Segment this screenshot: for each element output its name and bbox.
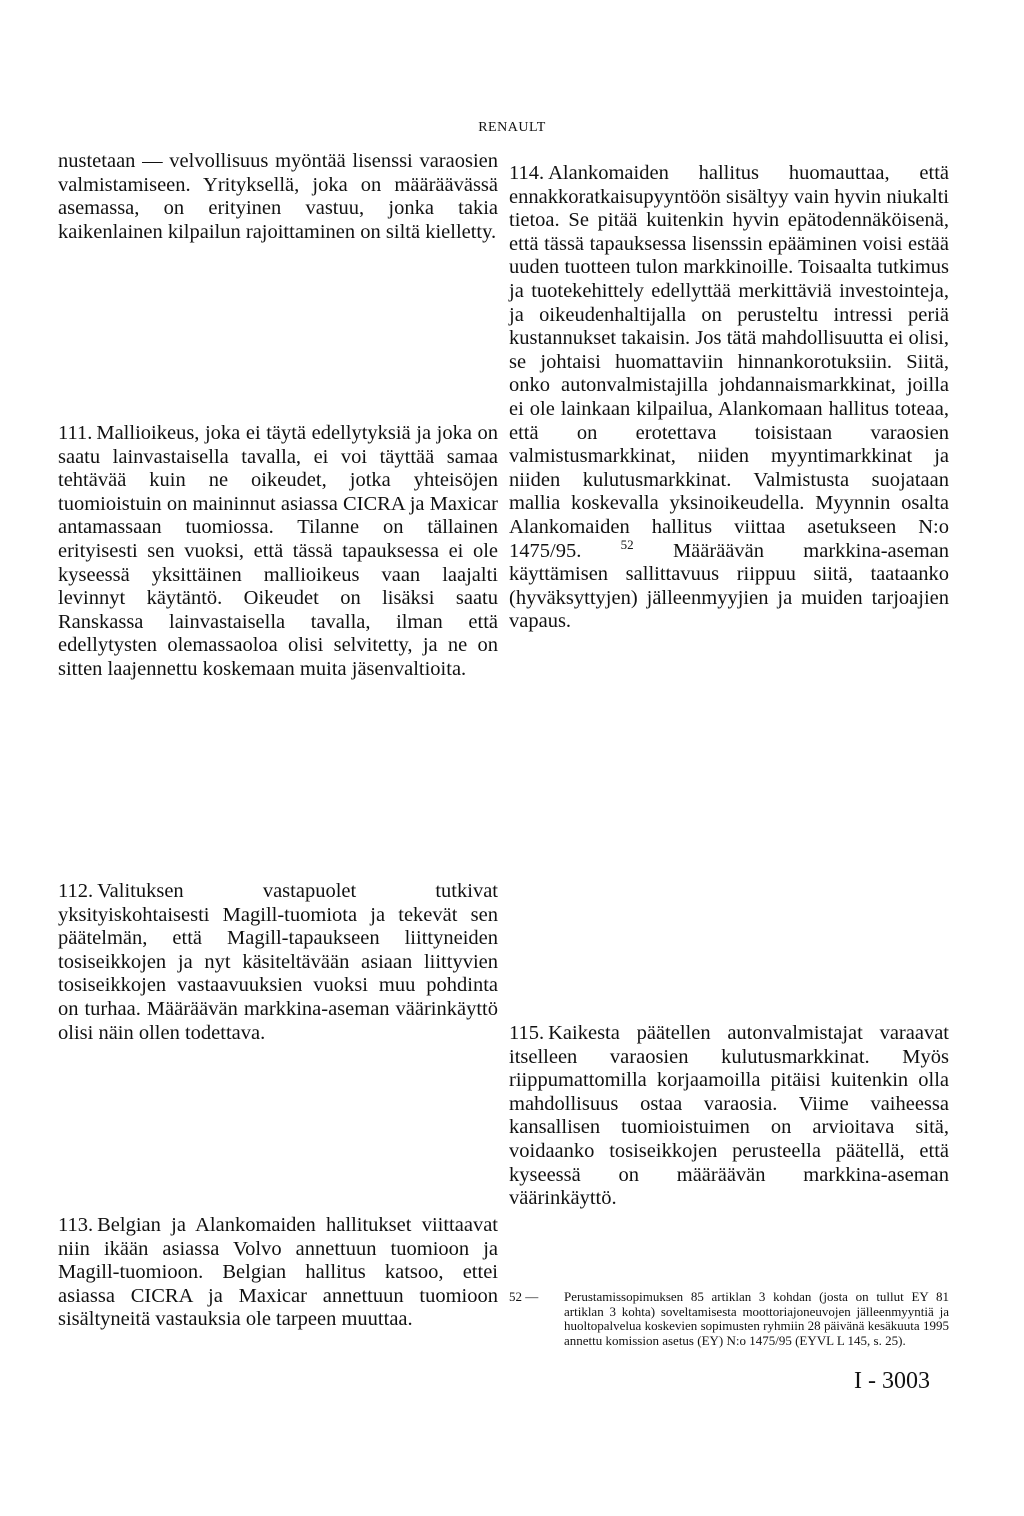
paragraph-number: 114. [509,162,545,184]
paragraph-continuation: nustetaan — velvollisuus myöntää lisenssi varaosien valmistamiseen. Yrityksellä, joka on määräävässä asemassa, on erityinen vastuu, jonka takia kaikenlainen kilpailun rajoittaminen on siltä kielletty. [58,150,498,243]
footnote-marker: 52 — [509,1289,539,1304]
paragraph-number: 115. [509,1022,545,1044]
paragraph-113 [58,1214,498,1332]
paragraph-115 [509,1022,949,1211]
footnote-text: Perustamissopimuksen 85 artiklan 3 kohdan (josta on tullut EY 81 artiklan 3 kohta) soveltamisesta moottoriajoneuvojen jälleenmyyntiä ja huoltopalvelua koskevien sopimusten ryhmiin 28 päivänä kesäkuuta 1995 annettu komission asetus (EY) N:o 1475/95 (EYVL L 145, s. 25). [564,1289,949,1348]
paragraph-number: 111. [58,422,93,444]
paragraph-number: 112. [58,880,94,902]
paragraph-text: Mallioikeus, joka ei täytä edellytyksiä ja joka on saatu lainvastaisella tavalla, ei voi täyttää samaa tehtävää kuin ne oikeudet, jotka yhteisöjen tuomioistuin on maininnut asiassa CICRA ja Maxicar antamassaan tuomiossa. Tilanne on tällainen erityisesti sen vuoksi, että tässä tapauksessa ei ole kyseessä yksittäinen mallioikeus vaan laajalti levinnyt käytäntö. Oikeudet on lisäksi saatu Ranskassa lainvastaisella tavalla, ilman että edellytysten olemassaoloa olisi selvitetty, ja ne on sitten laajennettu koskemaan muita jäsenvaltioita. [58,422,498,680]
paragraph-text-continued: Määräävän markkina-aseman käyttämisen sallittavuus riippuu siitä, taataanko (hyväksyttyjen) jälleenmyyjien ja muiden tarjoajien vapaus. [509,539,950,633]
running-header: RENAULT [478,120,546,135]
paragraph-text: Alankomaiden hallitus huomauttaa, että ennakkoratkaisupyyntöön sisältyy vain hyvin niukalti tietoa. Se pitää kuitenkin hyvin epätodennäköisenä, että tässä tapauksessa lisenssin epääminen voisi estää uuden tuotteen tulon markkinoille. Toisaalta tutkimus ja tuotekehittely edellyttää merkittäviä investointeja, ja oikeudenhaltijalla on perusteltu intressi periä kustannukset takaisin. Jos tätä mahdollisuutta ei olisi, se johtaisi huomattaviin hinnankorotuksiin. Siitä, onko autonvalmistajilla johdannaismarkkinat, joilla ei ole lainkaan kilpailua, Alankomaan hallitus toteaa, että on erotettava toisistaan varaosien valmistusmarkkinat, niiden myyntimarkkinat ja niiden kulutusmarkkinat. Valmistusta suojataan mallia koskevalla yksinoikeudella. Myynnin osalta Alankomaiden hallitus viittaa asetukseen N:o 1475/95. [509,162,949,562]
paragraph-111 [58,422,498,682]
paragraph-text: Kaikesta päätellen autonvalmistajat varaavat itselleen varaosien kulutusmarkkinat. Myös riippumattomilla korjaamoilla pitäisi kuitenkin olla mahdollisuus ostaa varaosia. Viime vaiheessa kansallisen tuomioistuimen on arvioitava sitä, voidaanko tosiseikkojen perusteella päätellä, että kyseessä on määräävän markkina-aseman väärinkäyttö. [509,1022,949,1210]
paragraph-number: 113. [58,1214,94,1236]
footnote-52 [509,1290,949,1348]
left-column [58,150,498,244]
footnote-reference[interactable]: 52 [620,536,634,552]
paragraph-112 [58,880,498,1045]
page-number: I - 3003 [854,1368,930,1394]
paragraph-text: Valituksen vastapuolet tutkivat yksityiskohtaisesti Magill-tuomiota ja tekevät sen päätelmän, että Magill-tapaukseen liittyneiden tosiseikkojen ja nyt käsiteltävään asiaan liittyvien tosiseikkojen vastaavuuksien vuoksi muu pohdinta on turhaa. Määräävän markkina-aseman väärinkäyttö olisi näin ollen todettava. [58,880,498,1044]
paragraph-text: Belgian ja Alankomaiden hallitukset viittaavat niin ikään asiassa Volvo annettuun tuomioon ja Magill-tuomioon. Belgian hallitus katsoo, ettei asiassa CICRA ja Maxicar annettuun tuomioon sisältyneitä vastauksia ole tarpeen muuttaa. [58,1214,498,1331]
paragraph-114 [509,162,949,634]
